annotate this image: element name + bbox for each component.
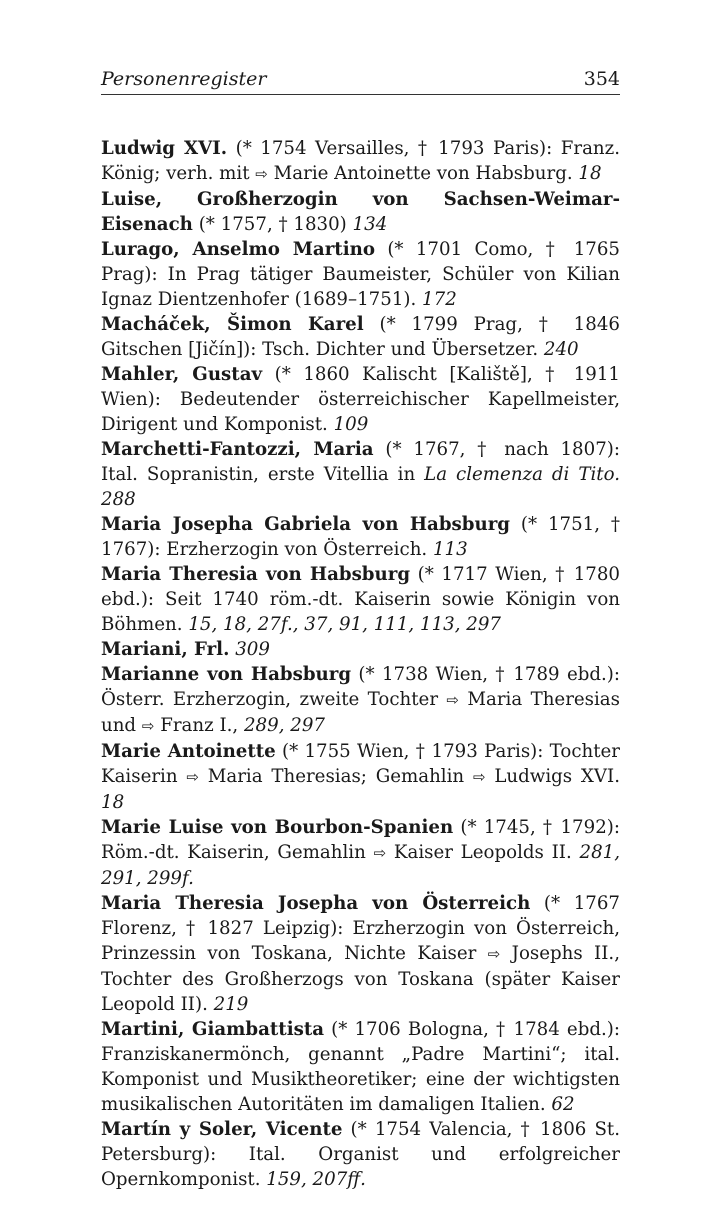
entry-text: (* 1701 Como, † 1765 Prag): In Prag tätiger Baumeister, Schüler von Kilian Ignaz Dientzenhofer (1689–1751). — [101, 239, 620, 310]
cross-reference-arrow-icon: ⇨ — [446, 691, 459, 709]
entry-text: Kaiser Leopolds II. — [386, 842, 580, 863]
entry-text: (* 1751, † 1767): Erzherzogin von Österreich. — [101, 514, 620, 560]
page-references: 309 — [235, 639, 270, 660]
entry-text: (* 1757, † 1830) — [198, 214, 353, 235]
entry-name: Luise, Großherzogin von Sachsen-Weimar-Eisenach — [101, 189, 620, 235]
page-references: 240 — [543, 339, 579, 360]
page-references: 288 — [101, 489, 136, 510]
entry-name: Maria Theresia von Habsburg — [101, 564, 411, 585]
register-entry — [101, 1017, 620, 1117]
register-entry — [101, 662, 620, 739]
entry-name: Martín y Soler, Vicente — [101, 1119, 343, 1140]
page-references: 134 — [352, 214, 388, 235]
cross-reference-arrow-icon: ⇨ — [373, 844, 387, 862]
cross-reference-arrow-icon: ⇨ — [186, 768, 199, 786]
page-references: 159, 207ff. — [266, 1169, 366, 1190]
entry-text: (* 1754 Valencia, † 1806 St. Petersburg): Ital. Organist und erfolgreicher Opernkomponist. — [101, 1119, 620, 1190]
register-entry — [101, 237, 620, 312]
running-title: Personenregister — [101, 68, 267, 90]
register-entry — [101, 562, 620, 637]
entry-text: Maria Theresias und — [101, 689, 620, 736]
register-entry — [101, 512, 620, 562]
cross-reference-arrow-icon: ⇨ — [472, 768, 486, 786]
entry-text: (* 1767, † nach 1807): Ital. Sopranistin, erste Vitellia in — [101, 439, 620, 485]
page-references: 18 — [578, 163, 602, 184]
entry-name: Mahler, Gustav — [101, 364, 263, 385]
entry-name: Ludwig XVI. — [101, 138, 228, 159]
running-header — [101, 68, 620, 95]
entry-name: Marchetti-Fantozzi, Maria — [101, 439, 374, 460]
entry-name: Lurago, Anselmo Martino — [101, 239, 375, 260]
page-references: 113 — [432, 539, 468, 560]
register-entry — [101, 136, 620, 187]
entry-text: (* 1738 Wien, † 1789 ebd.): Österr. Erzherzogin, zweite Tochter — [101, 664, 620, 710]
register-entry — [101, 312, 620, 362]
entry-text: Ludwigs XVI. — [485, 766, 620, 787]
entry-text: (* 1745, † 1792): Röm.-dt. Kaiserin, Gemahlin — [101, 817, 620, 863]
register-entries — [101, 136, 620, 1192]
entry-name: Marie Luise von Bourbon-Spanien — [101, 817, 454, 838]
entry-text: (* 1706 Bologna, † 1784 ebd.): Franziskanermönch, genannt „Padre Martini“; ital. Komponist und Musiktheoretiker; eine der wichtigsten musikalischen Autoritäten im damaligen Italien. — [101, 1019, 620, 1115]
entry-name: Maria Theresia Josepha von Österreich — [101, 893, 531, 914]
work-title: La clemenza di Tito. — [424, 464, 620, 485]
page-references: 172 — [422, 289, 457, 310]
entry-name: Maria Josepha Gabriela von Habsburg — [101, 514, 511, 535]
page-references: 15, 18, 27f., 37, 91, 111, 113, 297 — [188, 614, 501, 635]
entry-name: Mariani, Frl. — [101, 639, 230, 660]
page-references: 281, 291, 299f. — [101, 842, 620, 889]
register-entry — [101, 362, 620, 437]
entry-text: (* 1767 Florenz, † 1827 Leipzig): Erzherzogin von Österreich, Prinzessin von Toskana, Nichte Kaiser — [101, 893, 620, 964]
page-references: 18 — [101, 792, 125, 813]
entry-name: Macháček, Šimon Karel — [101, 314, 364, 335]
register-entry — [101, 891, 620, 1017]
register-entry — [101, 815, 620, 891]
entry-text: (* 1799 Prag, † 1846 Gitschen [Jičín]): Tsch. Dichter und Übersetzer. — [101, 314, 620, 360]
entry-text: Josephs II., Tochter des Großherzogs von Toskana (später Kaiser Leopold II). — [101, 943, 620, 1015]
cross-reference-arrow-icon: ⇨ — [487, 945, 501, 963]
page-references: 62 — [551, 1094, 575, 1115]
entry-text: Franz I., — [154, 715, 244, 736]
entry-name: Marie Antoinette — [101, 741, 276, 762]
entry-text: (* 1717 Wien, † 1780 ebd.): Seit 1740 röm.-dt. Kaiserin sowie Königin von Böhmen. — [101, 564, 620, 635]
entry-text: (* 1860 Kalischt [Kaliště], † 1911 Wien): Bedeutender österreichischer Kapellmeister, Dirigent und Komponist. — [101, 364, 620, 435]
entry-text: Maria Theresias; Gemahlin — [198, 766, 473, 787]
page-references: 219 — [213, 994, 249, 1015]
page-references: 109 — [333, 414, 369, 435]
register-entry — [101, 1117, 620, 1192]
cross-reference-arrow-icon: ⇨ — [141, 717, 155, 735]
entry-text: (* 1754 Versailles, † 1793 Paris): Franz. König; verh. mit — [101, 138, 620, 184]
entry-text: Marie Antoinette von Habsburg. — [267, 163, 579, 184]
register-entry — [101, 739, 620, 815]
entry-text: (* 1755 Wien, † 1793 Paris): Tochter Kaiserin — [101, 741, 620, 787]
register-entry — [101, 187, 620, 237]
cross-reference-arrow-icon: ⇨ — [255, 165, 268, 183]
page-number: 354 — [583, 68, 620, 90]
register-entry — [101, 637, 620, 662]
register-entry — [101, 437, 620, 512]
entry-name: Martini, Giambattista — [101, 1019, 325, 1040]
page-references: 289, 297 — [243, 715, 325, 736]
entry-name: Marianne von Habsburg — [101, 664, 352, 685]
